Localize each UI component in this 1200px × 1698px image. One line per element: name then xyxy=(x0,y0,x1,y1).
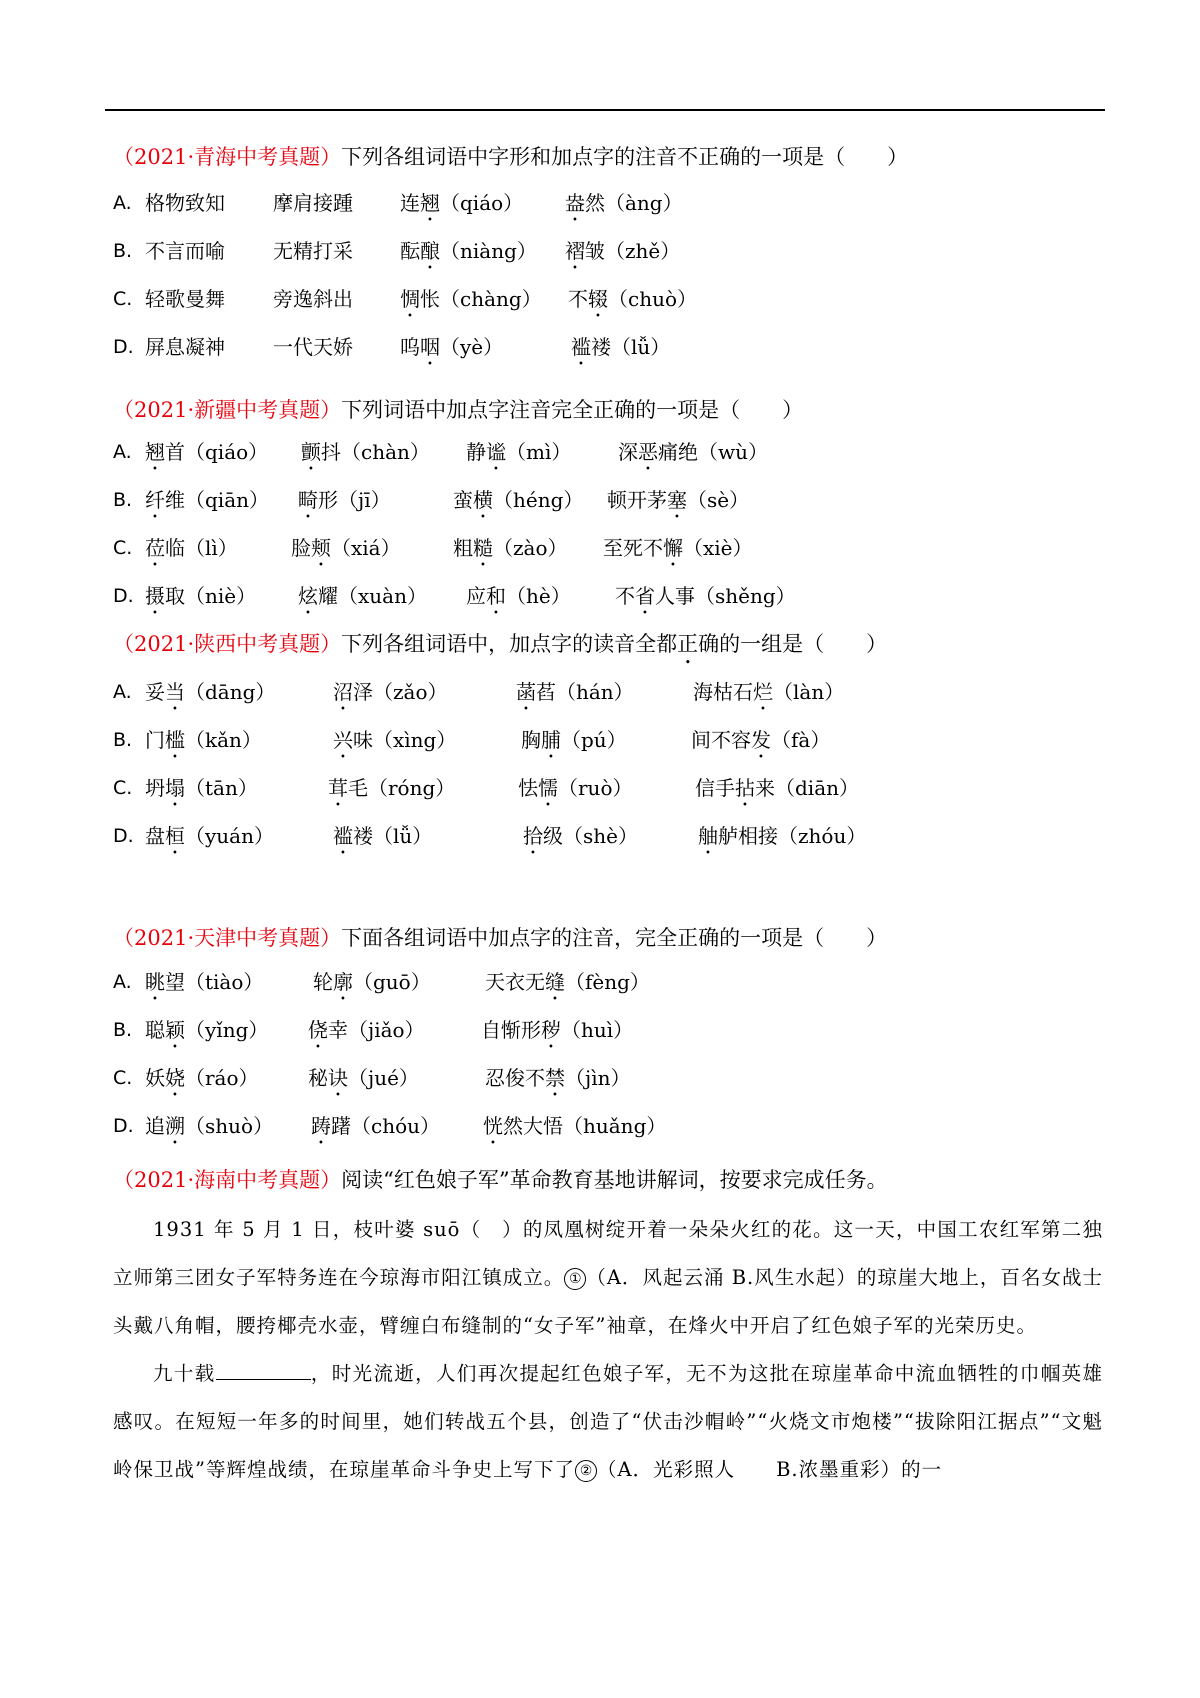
question-header: （2021·陕西中考真题）下列各组词语中，加点字的读音全都正确的一组是（ ） xyxy=(113,632,888,656)
word-item: 不省人事（shěng） xyxy=(615,584,796,608)
word-item: 自惭形秽（huì） xyxy=(481,1018,634,1042)
word-item: 间不容发（fà） xyxy=(691,728,831,752)
word-item: 惆怅（chàng） xyxy=(400,287,542,311)
word-item: 门槛（kǎn） xyxy=(145,728,262,752)
question-stem: 下面各组词语中加点字的注音，完全正确的一项是（ ） xyxy=(341,926,888,950)
option-b: B. 门槛（kǎn） 兴味（xìng） 胸脯（pú） 间不容发（fà） xyxy=(113,726,1103,774)
word-item: 一代天娇 xyxy=(273,335,353,359)
word-item: 天衣无缝（fèng） xyxy=(485,970,650,994)
question-header xyxy=(113,143,1103,189)
word-item: 粗糙（zào） xyxy=(453,536,568,560)
word-item: 轮廓（guō） xyxy=(313,970,431,994)
word-item: 顿开茅塞（sè） xyxy=(607,488,750,512)
word-item: 至死不懈（xiè） xyxy=(603,536,753,560)
word-item: 旁逸斜出 xyxy=(273,287,353,311)
word-item: 菡萏（hán） xyxy=(516,680,634,704)
word-item: 深恶痛绝（wù） xyxy=(618,440,768,464)
fill-blank xyxy=(216,1359,311,1380)
word-item: 翘首（qiáo） xyxy=(145,440,269,464)
question-header xyxy=(113,396,1103,438)
word-item: 轻歌曼舞 xyxy=(145,287,225,311)
word-item: 盎然（àng） xyxy=(565,191,683,215)
word-item: 兴味（xìng） xyxy=(333,728,457,752)
question-source-tag: （2021·陕西中考真题） xyxy=(113,632,342,656)
option-b: B. 不言而喻 无精打采 酝酿（niàng） 褶皱（zhě） xyxy=(113,237,1103,285)
word-item: 盘桓（yuán） xyxy=(145,824,274,848)
word-item: 摩肩接踵 xyxy=(273,191,353,215)
word-item: 拾级（shè） xyxy=(523,824,638,848)
word-item: 褴褛（lǚ） xyxy=(571,335,671,359)
option-b: B. 聪颖（yǐng） 侥幸（jiǎo） 自惭形秽（huì） xyxy=(113,1016,1103,1064)
word-item: 炫耀（xuàn） xyxy=(298,584,427,608)
word-item: 蛮横（héng） xyxy=(453,488,584,512)
question-header xyxy=(113,924,1103,968)
word-item: 舳舻相接（zhóu） xyxy=(698,824,867,848)
question-header xyxy=(113,1166,1103,1206)
word-item: 褴褛（lǚ） xyxy=(333,824,433,848)
option-c: C. 轻歌曼舞 旁逸斜出 惆怅（chàng） 不辍（chuò） xyxy=(113,285,1103,333)
word-item: 海枯石烂（làn） xyxy=(693,680,845,704)
word-item: 摄取（niè） xyxy=(145,584,257,608)
question-source-tag: （2021·青海中考真题） xyxy=(113,145,342,169)
question-4 xyxy=(113,924,1103,1160)
option-c: C. 莅临（lì） 脸颊（xiá） 粗糙（zào） 至死不懈（xiè） xyxy=(113,534,1103,582)
option-c: C. 坍塌（tān） 茸毛（róng） 怯懦（ruò） 信手拈来（diān） xyxy=(113,774,1103,822)
option-d: D. 盘桓（yuán） 褴褛（lǚ） 拾级（shè） 舳舻相接（zhóu） xyxy=(113,822,1103,870)
blank-marker-2: ② xyxy=(575,1460,597,1482)
word-item: 眺望（tiào） xyxy=(145,970,264,994)
question-source-tag: （2021·新疆中考真题） xyxy=(113,398,342,422)
header-rule xyxy=(105,109,1105,111)
question-1 xyxy=(113,143,1103,381)
word-item: 畸形（jī） xyxy=(298,488,391,512)
question-2 xyxy=(113,396,1103,630)
word-item: 呜咽（yè） xyxy=(400,335,504,359)
option-a: A. 妥当（dāng） 沼泽（zǎo） 菡萏（hán） 海枯石烂（làn） xyxy=(113,678,1103,726)
option-a: A. 格物致知 摩肩接踵 连翘（qiáo） 盎然（àng） xyxy=(113,189,1103,237)
question-stem: 阅读“红色娘子军”革命教育基地讲解词，按要求完成任务。 xyxy=(341,1168,888,1192)
word-item: 褶皱（zhě） xyxy=(565,239,681,263)
word-item: 踌躇（chóu） xyxy=(311,1114,441,1138)
word-item: 聪颖（yǐng） xyxy=(145,1018,269,1042)
word-item: 信手拈来（diān） xyxy=(695,776,860,800)
question-5 xyxy=(113,1166,1103,1494)
question-stem: 下列各组词语中，加点字的读音全都 xyxy=(341,632,678,656)
word-item: 颤抖（chàn） xyxy=(301,440,430,464)
word-item: 妖娆（ráo） xyxy=(145,1066,259,1090)
word-item: 追溯（shuò） xyxy=(145,1114,274,1138)
word-item: 不辍（chuò） xyxy=(568,287,698,311)
word-item: 秘诀（jué） xyxy=(308,1066,419,1090)
word-item: 茸毛（róng） xyxy=(328,776,456,800)
word-item: 恍然大悟（huǎng） xyxy=(483,1114,667,1138)
word-item: 忍俊不禁（jìn） xyxy=(485,1066,631,1090)
option-a: A. 眺望（tiào） 轮廓（guō） 天衣无缝（fèng） xyxy=(113,968,1103,1016)
word-item: 妥当（dāng） xyxy=(145,680,276,704)
question-source-tag: （2021·天津中考真题） xyxy=(113,926,342,950)
word-item: 屏息凝神 xyxy=(145,335,225,359)
passage-paragraph-1: 1931 年 5 月 1 日，枝叶婆 suō（ ）的凤凰树绽开着一朵朵火红的花。这一天，中国工农红军第二独立师第三团女子军特务连在今琼海市阳江镇成立。 ① （A．风起云涌 B.风生水起）的琼崖大地上，百名女战士头戴八角帽，腰挎椰壳水壶，臂缠白布缝制的“女子军”袖章，在烽火中开启了红色娘子军的光荣历史。 xyxy=(113,1218,1103,1337)
word-item: 格物致知 xyxy=(145,191,225,215)
word-item: 酝酿（niàng） xyxy=(400,239,537,263)
option-c: C. 妖娆（ráo） 秘诀（jué） 忍俊不禁（jìn） xyxy=(113,1064,1103,1112)
word-item: 脸颊（xiá） xyxy=(291,536,401,560)
question-source-tag: （2021·海南中考真题） xyxy=(113,1168,342,1192)
blank-marker-1: ① xyxy=(564,1268,586,1290)
word-item: 莅临（lì） xyxy=(145,536,238,560)
question-3 xyxy=(113,630,1103,870)
word-item: 沼泽（zǎo） xyxy=(333,680,448,704)
option-a: A. 翘首（qiáo） 颤抖（chàn） 静谧（mì） 深恶痛绝（wù） xyxy=(113,438,1103,486)
question-stem: 下列词语中加点字注音完全正确的一项是（ ） xyxy=(341,398,804,422)
word-item: 侥幸（jiǎo） xyxy=(308,1018,425,1042)
option-d: D. 摄取（niè） 炫耀（xuàn） 应和（hè） 不省人事（shěng） xyxy=(113,582,1103,630)
question-stem: 下列各组词语中字形和加点字的注音不正确的一项是（ ） xyxy=(341,145,909,169)
word-item: 不言而喻 xyxy=(145,239,225,263)
word-item: 坍塌（tān） xyxy=(145,776,258,800)
option-d: D. 屏息凝神 一代天娇 呜咽（yè） 褴褛（lǚ） xyxy=(113,333,1103,381)
option-b: B. 纤维（qiān） 畸形（jī） 蛮横（héng） 顿开茅塞（sè） xyxy=(113,486,1103,534)
word-item: 胸脯（pú） xyxy=(521,728,627,752)
word-item: 怯懦（ruò） xyxy=(518,776,633,800)
word-item: 无精打采 xyxy=(273,239,353,263)
passage-paragraph-2: 九十载 ，时光流逝，人们再次提起红色娘子军，无不为这批在琼崖革命中流血牺牲的巾帼英雄感叹。在短短一年多的时间里，她们转战五个县，创造了“伏击沙帽岭”“火烧文市炮楼”“拔除阳江据点”“文魁岭保卫战”等辉煌战绩，在琼崖革命斗争史上写下了 ② （A．光彩照人 B.浓墨重彩）的一 xyxy=(113,1350,1103,1494)
word-item: 连翘（qiáo） xyxy=(400,191,524,215)
word-item: 应和（hè） xyxy=(466,584,571,608)
word-item: 静谧（mì） xyxy=(466,440,572,464)
word-item: 纤维（qiān） xyxy=(145,488,270,512)
option-d: D. 追溯（shuò） 踌躇（chóu） 恍然大悟（huǎng） xyxy=(113,1112,1103,1160)
